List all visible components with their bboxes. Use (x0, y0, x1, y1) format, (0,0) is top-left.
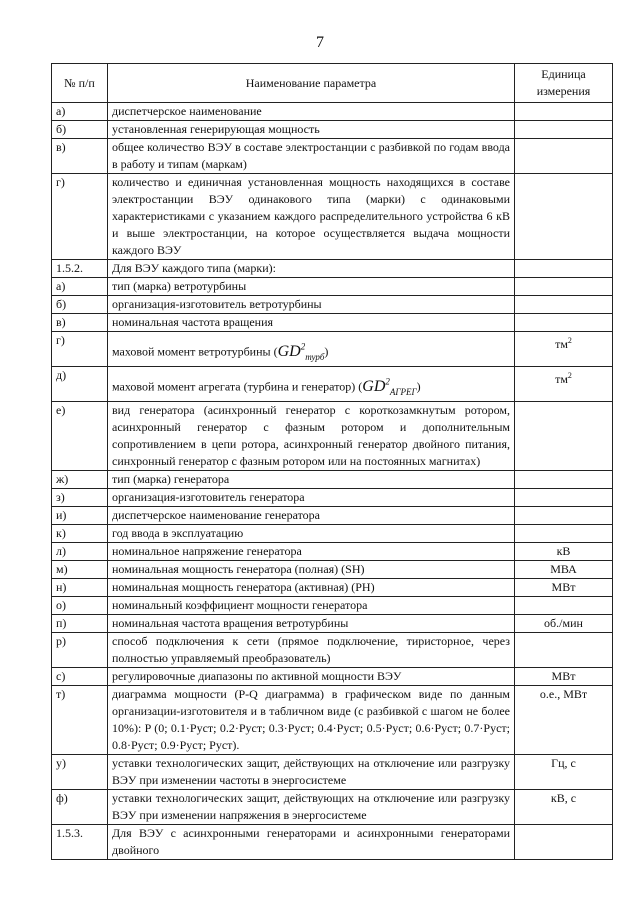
row-number: н) (52, 579, 108, 597)
row-unit: о.е., МВт (515, 686, 613, 755)
row-parameter-name: регулировочные диапазоны по активной мощности ВЭУ (108, 668, 515, 686)
formula-sub: АГРЕГ (389, 387, 417, 397)
row-unit (515, 174, 613, 260)
row-unit (515, 402, 613, 471)
row-unit (515, 103, 613, 121)
row-parameter-name: вид генератора (асинхронный генератор с короткозамкнутым ротором, асинхронный генератор с фазным ротором и дополнительным сопротивлением в цепи ротора, асинхронный генератор двойного питания, синхронный генератор с фазным ротором или на постоянных магнитах) (108, 402, 515, 471)
row-parameter-name: организация-изготовитель ветротурбины (108, 296, 515, 314)
row-parameter-name: уставки технологических защит, действующих на отключение или разгрузку ВЭУ при изменении напряжения в энергосистеме (108, 790, 515, 825)
row-parameter-name: количество и единичная установленная мощность находящихся в составе электростанции ВЭУ одинакового типа (марки) с одинаковыми характеристиками с указанием каждого распределительного устройства 6 кВ и выше электростанции, на которое осуществляется выдача мощности каждого ВЭУ (108, 174, 515, 260)
formula-sup: 2 (300, 341, 306, 352)
table-row (52, 489, 613, 507)
table-row (52, 561, 613, 579)
table-row (52, 597, 613, 615)
row-number: а) (52, 103, 108, 121)
row-parameter-name: номинальная частота вращения ветротурбины (108, 615, 515, 633)
table-row (52, 790, 613, 825)
parameters-table (51, 63, 613, 860)
row-unit (515, 296, 613, 314)
table-row (52, 367, 613, 402)
row-unit (515, 489, 613, 507)
row-parameter-name (108, 367, 515, 402)
formula (362, 378, 416, 395)
row-parameter-name: организация-изготовитель генератора (108, 489, 515, 507)
table-row (52, 825, 613, 860)
row-number: ф) (52, 790, 108, 825)
row-parameter-name: год ввода в эксплуатацию (108, 525, 515, 543)
row-unit (515, 525, 613, 543)
row-unit (515, 278, 613, 296)
table-row (52, 278, 613, 296)
row-parameter-name: уставки технологических защит, действующих на отключение или разгрузку ВЭУ при изменении частоты в энергосистеме (108, 755, 515, 790)
table-row (52, 668, 613, 686)
table-row (52, 314, 613, 332)
row-unit: об./мин (515, 615, 613, 633)
table-row (52, 121, 613, 139)
row-parameter-name: тип (марка) генератора (108, 471, 515, 489)
row-parameter-close: ) (324, 344, 329, 359)
row-number: п) (52, 615, 108, 633)
row-parameter-name: общее количество ВЭУ в составе электростанции с разбивкой по годам ввода в работу и типам (маркам) (108, 139, 515, 174)
row-number: к) (52, 525, 108, 543)
unit-text: тм (555, 337, 568, 351)
table-row (52, 402, 613, 471)
row-parameter-name: номинальная мощность генератора (полная) (SH) (108, 561, 515, 579)
table-row (52, 260, 613, 278)
row-parameter-text: маховой момент ветротурбины ( (112, 344, 278, 359)
row-number: т) (52, 686, 108, 755)
row-parameter-name: номинальная мощность генератора (активная) (PH) (108, 579, 515, 597)
row-number: д) (52, 367, 108, 402)
row-number: о) (52, 597, 108, 615)
table-row (52, 543, 613, 561)
formula-main: GD (362, 377, 386, 395)
row-number: м) (52, 561, 108, 579)
row-parameter-name: Для ВЭУ каждого типа (марки): (108, 260, 515, 278)
row-parameter-name: Для ВЭУ с асинхронными генераторами и асинхронными генераторами двойного (108, 825, 515, 860)
row-number: г) (52, 174, 108, 260)
row-unit (515, 507, 613, 525)
header-unit: Единица измерения (515, 64, 613, 103)
row-number: л) (52, 543, 108, 561)
row-unit (515, 332, 613, 367)
row-unit (515, 314, 613, 332)
row-parameter-name: номинальная частота вращения (108, 314, 515, 332)
table-row (52, 686, 613, 755)
row-unit (515, 825, 613, 860)
row-number: в) (52, 139, 108, 174)
formula-sub: турб (305, 352, 325, 362)
row-unit: МВт (515, 668, 613, 686)
unit-sup: 2 (567, 336, 572, 345)
table-row (52, 525, 613, 543)
row-unit (515, 260, 613, 278)
unit-text: тм (555, 372, 568, 386)
row-unit (515, 139, 613, 174)
row-parameter-name: диспетчерское наименование (108, 103, 515, 121)
page-number: 7 (316, 34, 324, 51)
row-unit: кВ, с (515, 790, 613, 825)
table-row (52, 103, 613, 121)
row-number: 1.5.2. (52, 260, 108, 278)
row-unit: кВ (515, 543, 613, 561)
row-number: ж) (52, 471, 108, 489)
table-row (52, 579, 613, 597)
formula-main: GD (277, 342, 301, 360)
row-unit (515, 597, 613, 615)
row-parameter-name: номинальный коэффициент мощности генератора (108, 597, 515, 615)
row-number: 1.5.3. (52, 825, 108, 860)
row-number: б) (52, 296, 108, 314)
table-row (52, 174, 613, 260)
row-number: и) (52, 507, 108, 525)
row-unit: МВт (515, 579, 613, 597)
row-number: в) (52, 314, 108, 332)
row-parameter-name: тип (марка) ветротурбины (108, 278, 515, 296)
row-unit: МВА (515, 561, 613, 579)
row-number: а) (52, 278, 108, 296)
row-unit (515, 367, 613, 402)
row-parameter-name: установленная генерирующая мощность (108, 121, 515, 139)
row-unit (515, 121, 613, 139)
table-row (52, 296, 613, 314)
row-parameter-close: ) (416, 379, 421, 394)
unit-sup: 2 (567, 371, 572, 380)
table-row (52, 633, 613, 668)
row-parameter-name (108, 332, 515, 367)
row-parameter-name: номинальное напряжение генератора (108, 543, 515, 561)
row-number: г) (52, 332, 108, 367)
table-row (52, 615, 613, 633)
row-parameter-name: диаграмма мощности (P-Q диаграмма) в графическом виде по данным организации-изготовителя и в табличном виде (с разбивкой с шагом не более 10%): P (0; 0.1·Руст; 0.2·Руст; 0.3·Руст; 0.4·Руст; 0.5·Руст; 0.6·Руст; 0.7·Руст; 0.8·Руст; 0.9·Руст; Руст). (108, 686, 515, 755)
table-row (52, 471, 613, 489)
row-number: е) (52, 402, 108, 471)
row-number: з) (52, 489, 108, 507)
row-parameter-name: диспетчерское наименование генератора (108, 507, 515, 525)
header-num: № п/п (52, 64, 108, 103)
row-parameter-text: маховой момент агрегата (турбина и генератор) ( (112, 379, 363, 394)
row-unit: Гц, с (515, 755, 613, 790)
row-parameter-name: способ подключения к сети (прямое подключение, тиристорное, через полностью управляемый преобразователь) (108, 633, 515, 668)
header-name: Наименование параметра (108, 64, 515, 103)
row-number: р) (52, 633, 108, 668)
table-row (52, 755, 613, 790)
row-unit (515, 471, 613, 489)
table-row (52, 139, 613, 174)
row-number: б) (52, 121, 108, 139)
row-unit (515, 633, 613, 668)
formula (278, 343, 325, 360)
table-row (52, 507, 613, 525)
table-header-row (52, 64, 613, 103)
row-number: с) (52, 668, 108, 686)
formula-sup: 2 (385, 376, 390, 387)
row-number: у) (52, 755, 108, 790)
table-row (52, 332, 613, 367)
